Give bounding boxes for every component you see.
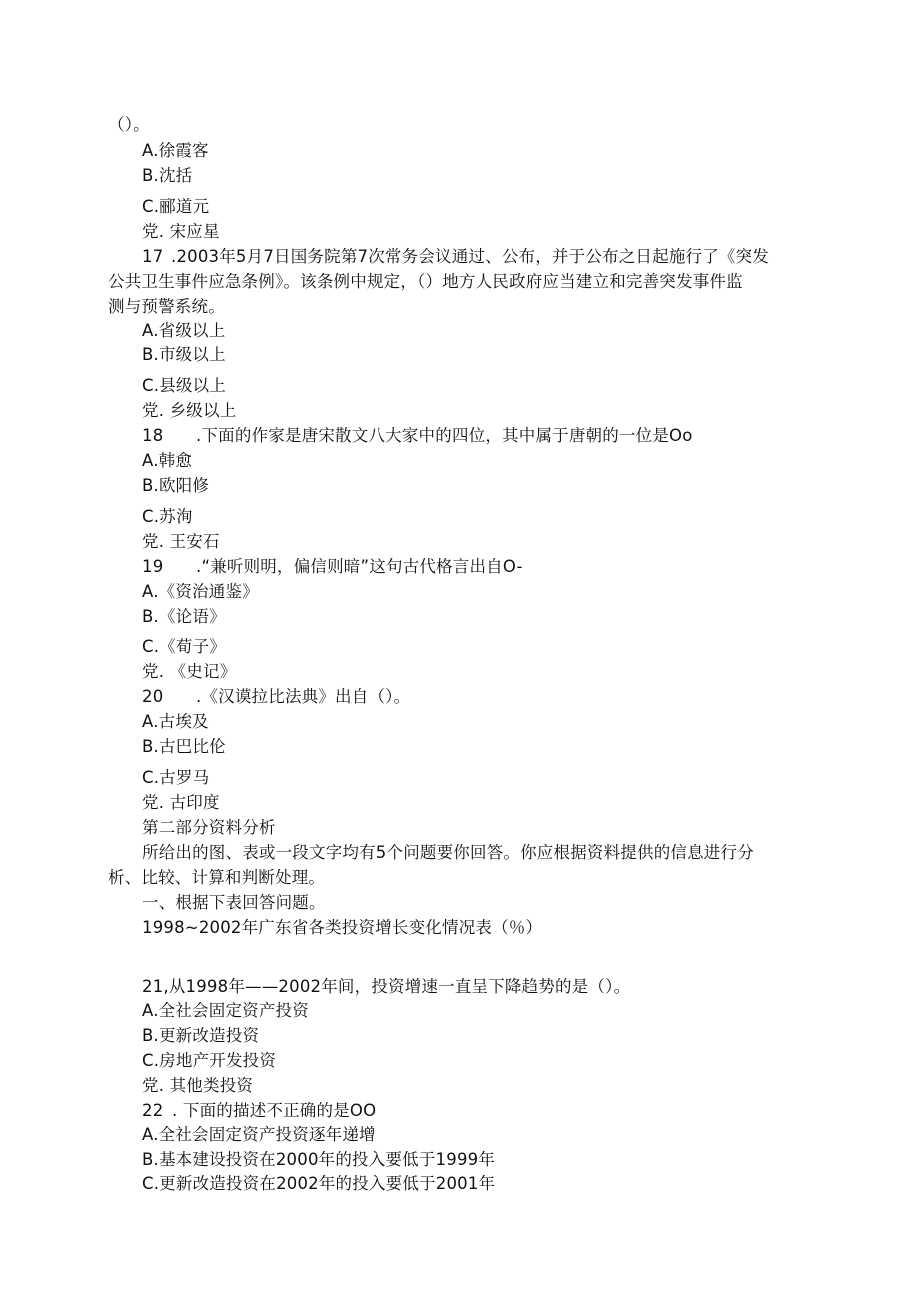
q21-stem: 21,从1998年——2002年间，投资增速一直呈下降趋势的是（）。	[142, 977, 631, 996]
q16-option-a: A.徐霞客	[142, 141, 209, 160]
section-intro-line2: 析、比较、计算和判断处理。	[108, 868, 326, 887]
q19-option-a: A.《资治通鉴》	[142, 582, 259, 601]
q16-stem-end: （）。	[108, 115, 150, 134]
q18-stem-text: .下面的作家是唐宋散文八大家中的四位，其中属于唐朝的一位是Oo	[196, 426, 693, 445]
part-one-heading: 一、根据下表回答问题。	[142, 893, 326, 912]
table-caption: 1998~2002年广东省各类投资增长变化情况表（％）	[142, 918, 543, 937]
q22-option-a: A.全社会固定资产投资逐年递增	[142, 1125, 376, 1144]
q19-option-b: B.《论语》	[142, 607, 226, 626]
q19-stem	[142, 555, 523, 579]
q22-option-b: B.基本建设投资在2000年的投入要低于1999年	[142, 1150, 496, 1169]
section-intro-line1: 所给出的图、表或一段文字均有5个问题要你回答。你应根据资料提供的信息进行分	[142, 843, 754, 862]
q21-option-c: C.房地产开发投资	[142, 1051, 277, 1070]
q22-number: 22	[142, 1101, 164, 1120]
q20-option-d: 党. 古印度	[142, 793, 220, 812]
q20-option-a: A.古埃及	[142, 712, 209, 731]
q21-option-d: 党. 其他类投资	[142, 1076, 254, 1095]
q18-option-b: B.欧阳修	[142, 476, 210, 495]
q20-option-c: C.古罗马	[142, 768, 210, 787]
q18-stem	[142, 424, 693, 448]
q16-option-c: C.郦道元	[142, 197, 210, 216]
section-heading: 第二部分资料分析	[142, 818, 276, 837]
q22-stem	[142, 1099, 376, 1123]
q18-option-d: 党. 王安石	[142, 532, 220, 551]
q19-stem-text: .“兼听则明，偏信则暗”这句古代格言出自O-	[196, 557, 523, 576]
q16-option-b: B.沈括	[142, 166, 193, 185]
q17-number: 17	[142, 247, 164, 266]
q19-option-c: C.《荀子》	[142, 637, 226, 656]
q16-option-d: 党. 宋应星	[142, 222, 220, 241]
q22-stem-text: . 下面的描述不正确的是OO	[172, 1101, 377, 1120]
q19-number: 19	[142, 557, 164, 576]
q17-option-b: B.市级以上	[142, 345, 226, 364]
q17-stem-line2: 公共卫生事件应急条例》。该条例中规定，（）地方人民政府应当建立和完善突发事件监	[108, 272, 743, 291]
q17-stem-line1	[142, 245, 769, 269]
q20-option-b: B.古巴比伦	[142, 737, 226, 756]
q21-option-a: A.全社会固定资产投资	[142, 1001, 309, 1020]
q17-option-c: C.县级以上	[142, 376, 226, 395]
q18-option-a: A.韩愈	[142, 451, 193, 470]
q20-stem-text: .《汉谟拉比法典》出自（）。	[196, 687, 411, 706]
q17-stem-text: .2003年5月7日国务院第7次常务会议通过、公布，并于公布之日起施行了《突发	[171, 247, 770, 266]
q20-number: 20	[142, 687, 164, 706]
q18-number: 18	[142, 426, 164, 445]
q19-option-d: 党. 《史记》	[142, 662, 237, 681]
q17-option-d: 党. 乡级以上	[142, 401, 237, 420]
q17-stem-line3: 测与预警系统。	[108, 297, 225, 316]
q21-option-b: B.更新改造投资	[142, 1026, 260, 1045]
q22-option-c: C.更新改造投资在2002年的投入要低于2001年	[142, 1174, 496, 1193]
q17-option-a: A.省级以上	[142, 321, 226, 340]
q20-stem	[142, 685, 410, 709]
q18-option-c: C.苏洵	[142, 507, 193, 526]
